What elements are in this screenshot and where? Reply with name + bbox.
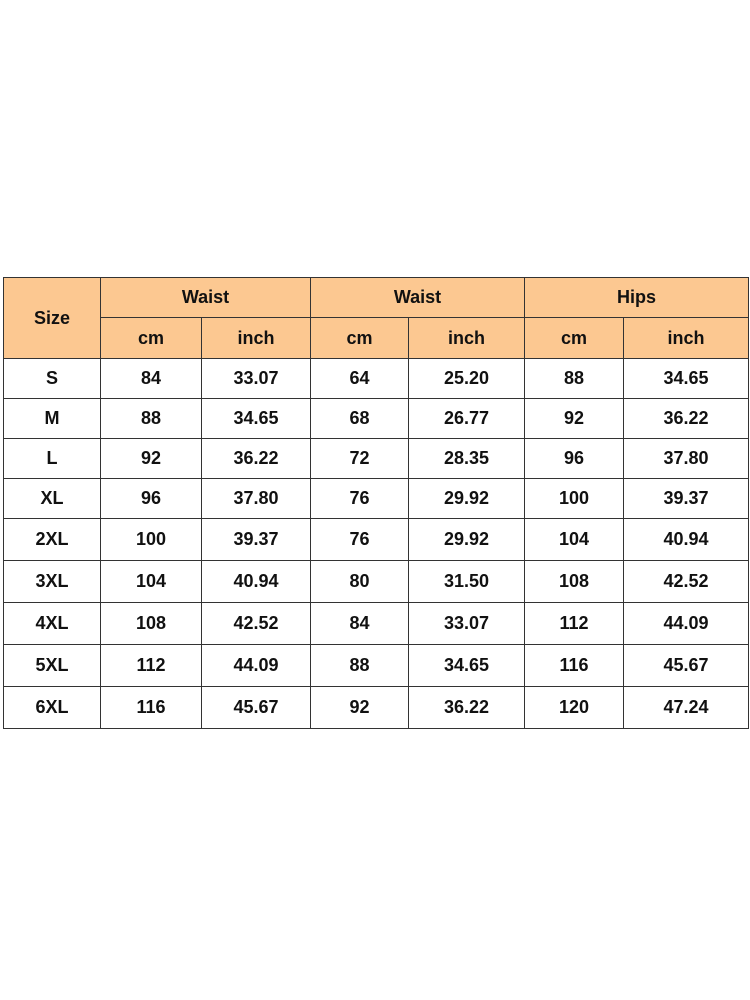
measurement-cell: 92 xyxy=(101,439,202,479)
measurement-cell: 104 xyxy=(101,561,202,603)
unit-header: cm xyxy=(311,318,409,359)
measurement-cell: 42.52 xyxy=(202,603,311,645)
table-row xyxy=(4,359,749,399)
measurement-cell: 88 xyxy=(525,359,624,399)
table-row xyxy=(4,603,749,645)
measurement-cell: 76 xyxy=(311,479,409,519)
group-header-waist-1: Waist xyxy=(101,278,311,318)
unit-header: cm xyxy=(525,318,624,359)
size-cell: 6XL xyxy=(4,687,101,729)
measurement-cell: 112 xyxy=(525,603,624,645)
table-row xyxy=(4,479,749,519)
size-chart-body xyxy=(4,359,749,729)
size-cell: 5XL xyxy=(4,645,101,687)
measurement-cell: 45.67 xyxy=(202,687,311,729)
measurement-cell: 47.24 xyxy=(624,687,749,729)
unit-header: inch xyxy=(624,318,749,359)
measurement-cell: 37.80 xyxy=(624,439,749,479)
measurement-cell: 44.09 xyxy=(624,603,749,645)
measurement-cell: 36.22 xyxy=(624,399,749,439)
size-cell: 4XL xyxy=(4,603,101,645)
measurement-cell: 28.35 xyxy=(409,439,525,479)
measurement-cell: 88 xyxy=(101,399,202,439)
measurement-cell: 34.65 xyxy=(202,399,311,439)
measurement-cell: 104 xyxy=(525,519,624,561)
measurement-cell: 92 xyxy=(311,687,409,729)
measurement-cell: 34.65 xyxy=(409,645,525,687)
size-cell: 3XL xyxy=(4,561,101,603)
measurement-cell: 116 xyxy=(101,687,202,729)
measurement-cell: 116 xyxy=(525,645,624,687)
measurement-cell: 44.09 xyxy=(202,645,311,687)
measurement-cell: 120 xyxy=(525,687,624,729)
size-chart-table xyxy=(3,277,749,729)
measurement-cell: 29.92 xyxy=(409,519,525,561)
measurement-cell: 100 xyxy=(525,479,624,519)
measurement-cell: 37.80 xyxy=(202,479,311,519)
unit-header: inch xyxy=(409,318,525,359)
measurement-cell: 96 xyxy=(525,439,624,479)
measurement-cell: 96 xyxy=(101,479,202,519)
measurement-cell: 26.77 xyxy=(409,399,525,439)
group-header-waist-2: Waist xyxy=(311,278,525,318)
measurement-cell: 76 xyxy=(311,519,409,561)
measurement-cell: 100 xyxy=(101,519,202,561)
measurement-cell: 39.37 xyxy=(202,519,311,561)
measurement-cell: 108 xyxy=(525,561,624,603)
measurement-cell: 112 xyxy=(101,645,202,687)
measurement-cell: 40.94 xyxy=(624,519,749,561)
measurement-cell: 29.92 xyxy=(409,479,525,519)
measurement-cell: 80 xyxy=(311,561,409,603)
measurement-cell: 40.94 xyxy=(202,561,311,603)
measurement-cell: 64 xyxy=(311,359,409,399)
measurement-cell: 68 xyxy=(311,399,409,439)
table-row xyxy=(4,439,749,479)
size-cell: XL xyxy=(4,479,101,519)
size-column-header: Size xyxy=(4,278,101,359)
size-cell: M xyxy=(4,399,101,439)
unit-header: cm xyxy=(101,318,202,359)
measurement-cell: 31.50 xyxy=(409,561,525,603)
group-header-hips: Hips xyxy=(525,278,749,318)
header-group-row xyxy=(4,278,749,318)
size-cell: 2XL xyxy=(4,519,101,561)
measurement-cell: 25.20 xyxy=(409,359,525,399)
size-cell: L xyxy=(4,439,101,479)
measurement-cell: 92 xyxy=(525,399,624,439)
table-row xyxy=(4,645,749,687)
measurement-cell: 72 xyxy=(311,439,409,479)
table-row xyxy=(4,519,749,561)
measurement-cell: 36.22 xyxy=(409,687,525,729)
header-unit-row xyxy=(4,318,749,359)
measurement-cell: 108 xyxy=(101,603,202,645)
unit-header: inch xyxy=(202,318,311,359)
measurement-cell: 45.67 xyxy=(624,645,749,687)
table-row xyxy=(4,687,749,729)
size-cell: S xyxy=(4,359,101,399)
measurement-cell: 84 xyxy=(101,359,202,399)
measurement-cell: 39.37 xyxy=(624,479,749,519)
measurement-cell: 33.07 xyxy=(409,603,525,645)
measurement-cell: 88 xyxy=(311,645,409,687)
table-row xyxy=(4,399,749,439)
measurement-cell: 84 xyxy=(311,603,409,645)
measurement-cell: 36.22 xyxy=(202,439,311,479)
table-row xyxy=(4,561,749,603)
measurement-cell: 33.07 xyxy=(202,359,311,399)
measurement-cell: 34.65 xyxy=(624,359,749,399)
measurement-cell: 42.52 xyxy=(624,561,749,603)
